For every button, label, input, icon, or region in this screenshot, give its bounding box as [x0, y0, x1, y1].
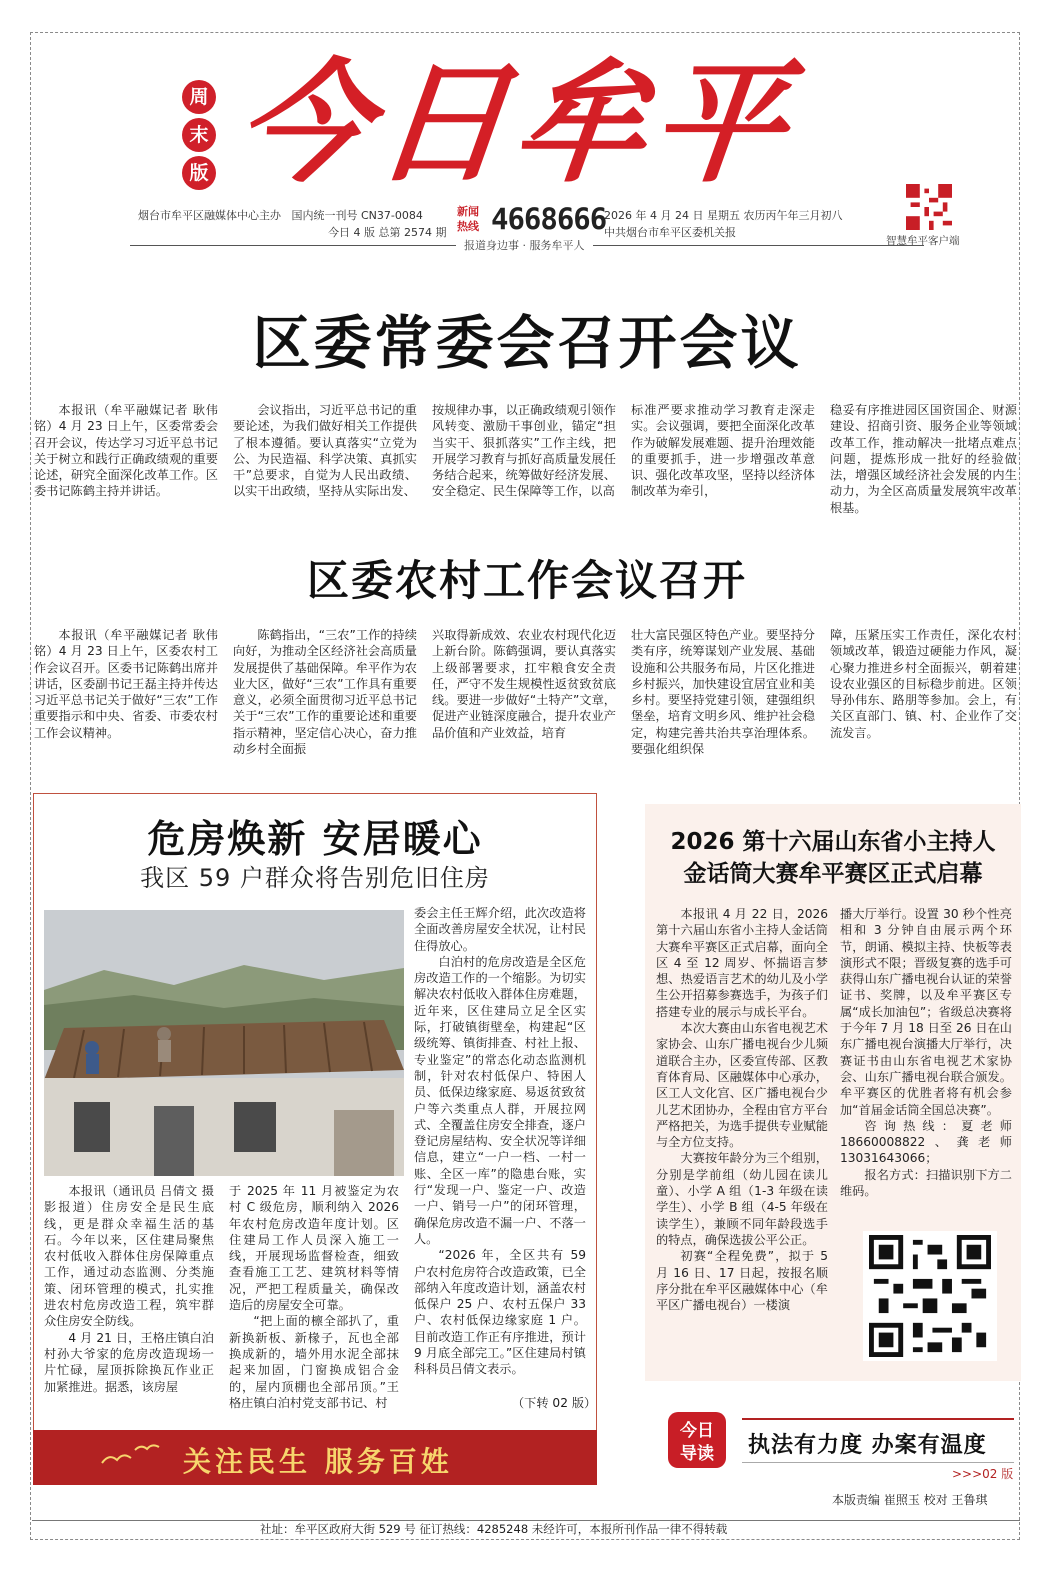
- client-caption: 智慧牟平客户端: [886, 235, 960, 247]
- footer-text: 社址：牟平区政府大街 529 号 征订热线：4285248 未经许可，本报所刊作品一律不得转载: [260, 1522, 728, 1536]
- a4-text-1b: 本次大赛由山东省电视艺术家协会、山东广播电视台少儿频道联合主办，区委宣传部、区教育体育局、区融媒体中心承办，区工人文化宫、区广播电视台少儿艺术团协办，全程由官方平台严格把关，为选手提供专业赋能与全方位支持。: [656, 1021, 828, 1150]
- continued-note: （下转 02 版）: [512, 1396, 597, 1410]
- newspaper-title: 今日牟平: [229, 46, 799, 201]
- banner-text: 关注民生 服务百姓: [183, 1445, 453, 1478]
- registration-qr-icon[interactable]: [863, 1231, 997, 1361]
- cn-number: 国内统一刊号 CN37-0084: [291, 209, 423, 222]
- a1-text-5: 稳妥有序推进园区国资国企、财源建设、招商引资、服务企业等领域改革工作，推动解决一批堵点难点问题，提炼形成一批好的经验做法，增强区域经济社会发展的内生动力，为全区高质量发展筑牢改革根基。: [830, 403, 1017, 515]
- guide-rule-2: [742, 1462, 1014, 1463]
- a3-col-3: [414, 905, 586, 1393]
- a2-col-5: [830, 627, 1017, 763]
- slogan: 报道身边事 · 服务牟平人: [456, 237, 593, 253]
- a1-text-3: 按规律办事，以正确政绩观引领作风转变、激励干事创业，锚定“担当实干、狠抓落实”工作主线，把开展学习教育与抓好高质量发展任务结合起来，统筹做好经济发展、安全稳定、民生保障等工作，以高: [432, 403, 616, 499]
- a2-col-1: [34, 627, 218, 763]
- masthead-info: [138, 207, 446, 241]
- a3-text-3c: “2026 年，全区共有 59 户农村危房符合改造政策，已全部纳入年度改造计划，涵盖农村低保户 25 户、农村五保户 33 户、农村低保边缘家庭 1 户。目前改造工作正有序推进，预计 9 月底全部完工。”区住建局村镇科科员吕倩文表示。: [414, 1248, 586, 1377]
- a1-text-1: 本报讯（牟平融媒记者 耿伟铭）4 月 23 日上午，区委常委会召开会议，传达学习习近平总书记关于树立和践行正确政绩观的重要论述，研究全面深化改革工作。区委书记陈鹤主持并讲话。: [34, 403, 218, 499]
- date-text: 2026 年 4 月 24 日 星期五 农历丙午年三月初八: [604, 209, 843, 222]
- a2-text-1: 本报讯（牟平融媒记者 耿伟铭）4 月 23 日上午，区委农村工作会议召开。区委书记陈鹤出席并讲话，区委副书记王磊主持并传达习近平总书记关于做好“三农”工作重要指示和中央、省委、市委农村工作会议精神。: [34, 628, 218, 740]
- editor-credits: 本版责编 崔照玉 校对 王鲁琪: [832, 1493, 988, 1507]
- headline-standing-committee: 区委常委会召开会议: [252, 309, 802, 377]
- a4-col-2: [840, 906, 1012, 1218]
- a4-text-1c: 大赛按年龄分为三个组别，分别是学前组（幼儿园在读儿童）、小学 A 组（1-3 年级在读学生）、小学 B 组（4-5 年级在读学生），兼顾不同年龄段选手的特点，确保选拔公平公正。: [656, 1151, 828, 1247]
- a1-col-2: [233, 402, 417, 522]
- a4-text-1d: 初赛“全程免费”，拟于 5 月 16 日、17 日起，按报名顺序分批在牟平区融媒体中心（牟平区广播电视台）一楼演: [656, 1249, 828, 1313]
- edition-char-1: 周: [182, 80, 216, 114]
- a3-text-1: 本报讯（通讯员 吕倩文 摄影报道）住房安全是民生底线，更是群众幸福生活的基石。今年以来，区住建局聚焦农村低收入群体住房保障重点工作，通过动态监测、分类施策、闭环管理的模式，扎实推进农村危房改造工程，筑牢群众住房安全防线。: [44, 1184, 214, 1329]
- a2-text-5: 障，压紧压实工作责任，深化农村领域改革，锻造过硬能力作风，凝心聚力推进乡村全面振兴，朝着建设农业强区的目标稳步前进。区领导孙伟东、路朋等参加。会上，有关区直部门、镇、村、企业作了交流发言。: [830, 628, 1017, 740]
- a2-text-4: 壮大富民强区特色产业。要坚持分类有序，统筹谋划产业发展、基础设施和公共服务布局，片区化推进乡村振兴，加快建设宜居宜业和美乡村。要坚持党建引领，建强组织堡垒，培育文明乡风、维护社会稳定，构建完善共治共享治理体系。要强化组织保: [631, 628, 815, 757]
- a2-col-4: [631, 627, 815, 763]
- housing-subhead: 我区 59 户群众将告别危旧住房: [140, 864, 490, 892]
- guide-icon-top: 今日: [680, 1421, 714, 1441]
- a1-text-4: 标准严要求推动学习教育走深走实。会议强调，要把全面深化改革作为破解发展难题、提升治理效能的重要抓手，进一步增强改革意识、强化改革攻坚，坚持以经济体制改革为牵引，: [631, 403, 815, 499]
- a3-text-3: 委会主任王辉介绍，此次改造将全面改善房屋安全状况，让村民住得放心。: [414, 906, 586, 953]
- a4-col-1: [656, 906, 828, 1364]
- a3-text-1b: 4 月 21 日，王格庄镇白泊村孙大爷家的危房改造现场一片忙碌，屋顶拆除换瓦作业正加紧推进。据悉，该房屋: [44, 1330, 214, 1394]
- host-contest-headline: [648, 826, 1018, 890]
- a2-text-2: 陈鹤指出，“三农”工作的持续向好，为推动全区经济社会高质量发展提供了基础保障。牟平作为农业大区，做好“三农”工作具有重要意义，必须全面贯彻习近平总书记关于“三农”工作的重要论述和重要指示精神，坚定信心决心，奋力推动乡村全面振: [233, 628, 417, 757]
- publisher: 烟台市牟平区融媒体中心主办: [138, 209, 281, 222]
- a1-col-4: [631, 402, 815, 522]
- a3-text-2: 于 2025 年 11 月被鉴定为农村 C 级危房，顺利纳入 2026 年农村危房改造年度计划。区住建局工作人员深入施工一线，开展现场监督检查，细致查看施工工艺、建筑材料等情况，严把工程质量关，确保改造后的房屋安全可靠。: [229, 1184, 399, 1313]
- issue-date: [604, 207, 842, 241]
- a2-text-3: 兴取得新成效、农业农村现代化迈上新台阶。陈鹤强调，要认真落实上级部署要求，扛牢粮食安全责任，严守不发生规模性返贫致贫底线。要进一步做好“土特产”文章，促进产业链深度融合，提升农业产品价值和产业效益，培育: [432, 628, 616, 740]
- organ-text: 中共烟台市牟平区委机关报: [604, 226, 736, 239]
- a3-text-2b: “把上面的檩全部扒了，重新换新板、新椽子，瓦也全部换成新的，墙外用水泥全部抹起来加固，门窗换成铝合金的，屋内顶棚也全部吊顶。”王格庄镇白泊村党支部书记、村: [229, 1314, 399, 1410]
- a1-col-1: [34, 402, 218, 522]
- page-count: 今日 4 版 总第 2574 期: [328, 226, 447, 239]
- a2-col-3: [432, 627, 616, 763]
- livelihood-banner: [33, 1430, 597, 1485]
- a1-col-3: [432, 402, 616, 522]
- a3-col-2: [229, 1183, 399, 1411]
- a3-col-1: [44, 1183, 214, 1411]
- housing-headline: 危房焕新 安居暖心: [147, 817, 483, 861]
- hotline-label: 新闻热线: [457, 205, 479, 233]
- renovation-photo: [44, 910, 404, 1176]
- guide-rule: [742, 1418, 1014, 1420]
- birds-icon: [97, 1438, 167, 1478]
- a4-text-2c: 报名方式：扫描识别下方二维码。: [840, 1167, 1012, 1199]
- guide-page-ref[interactable]: >>>02 版: [952, 1467, 1014, 1481]
- headline-rural-work: 区委农村工作会议召开: [306, 556, 747, 605]
- guide-title[interactable]: 执法有力度 办案有温度: [748, 1433, 987, 1458]
- a1-col-5: [830, 402, 1017, 522]
- a4-text-1a: 本报讯 4 月 22 日，2026 第十六届山东省小主持人金话筒大赛牟平赛区正式启幕，面向全区 4 至 12 周岁、怀揣语言梦想、热爱语言艺术的幼儿及小学生公开招募参赛选手，为孩子们搭建专业的展示与成长平台。: [656, 907, 828, 1019]
- host-headline-line2: 金话筒大赛牟平赛区正式启幕: [683, 861, 983, 887]
- slogan-rule: [130, 239, 924, 261]
- a3-text-3b: 白泊村的危房改造是全区危房改造工作的一个缩影。为切实解决农村低收入群体住房难题，近年来，区住建局立足全区实际，打破镇街壁垒，构建起“区级统筹、镇街排查、村社上报、专业鉴定”的常态化动态监测机制，针对农村低保户、特困人员、低保边缘家庭、易返贫致贫户等六类重点人群，开展拉网式、全覆盖住房安全排查，逐户登记房屋结构、安全状况等详细信息，建立“一户一档、一村一账、全区一库”的隐患台账，实行“发现一户、鉴定一户、改造一户、销号一户”的闭环管理，确保危房改造不漏一户、不落一人。: [414, 954, 586, 1246]
- host-headline-line1: 2026 第十六届山东省小主持人: [670, 829, 996, 855]
- a4-text-2b: 咨询热线：夏老师 18660008822、龚老师 13031643066；: [840, 1118, 1012, 1166]
- edition-char-2: 末: [182, 118, 216, 152]
- a2-col-2: [233, 627, 417, 763]
- hotline-number: 4668666: [491, 202, 607, 236]
- footer: [32, 1520, 1020, 1536]
- edition-char-3: 版: [182, 156, 216, 190]
- weekend-edition-badge: [182, 80, 218, 194]
- client-qr-icon[interactable]: [906, 184, 952, 230]
- a1-text-2: 会议指出，习近平总书记的重要论述，为我们做好相关工作提供了根本遵循。要认真落实“立党为公、为民造福、科学决策、真抓实干”总要求，自觉为人民出政绩、以实干出政绩，坚持从实际出发、: [233, 403, 417, 499]
- guide-icon-bottom: 导读: [680, 1444, 714, 1464]
- daily-guide-icon: [666, 1408, 730, 1472]
- a4-text-2a: 播大厅举行。设置 30 秒个性亮相和 3 分钟自由展示两个环节，朗诵、模拟主持、快板等表演形式不限；晋级复赛的选手可获得山东广播电视台认证的荣誉证书、奖牌，以及牟平赛区专属“成长加油包”；省级总决赛将于今年 7 月 18 日至 26 日在山东广播电视台演播大厅举行，决赛证书由山东省电视艺术家协会、山东广播电视台联合颁发。牟平赛区的优胜者将有机会参加“首届金话筒全国总决赛”。: [840, 907, 1012, 1117]
